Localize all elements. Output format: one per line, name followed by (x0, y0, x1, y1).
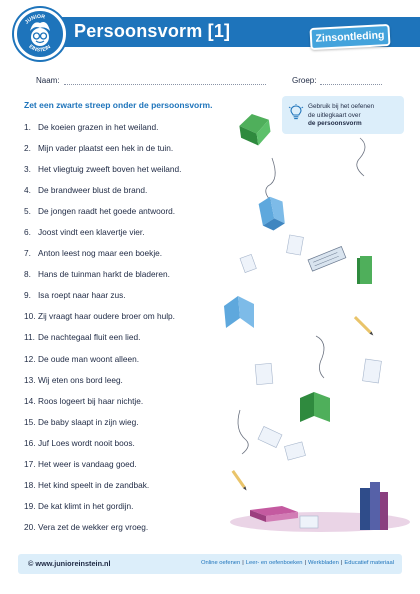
sentence-number: 10. (24, 311, 36, 322)
junior-einstein-logo (14, 8, 66, 60)
copyright-icon: © (28, 559, 36, 568)
green-book-icon (357, 256, 372, 284)
green-book-icon (300, 392, 330, 422)
sentence-number: 5. (24, 206, 31, 217)
sentence-number: 6. (24, 227, 31, 238)
svg-text:EINSTEIN: EINSTEIN (27, 43, 52, 54)
paper-sheet (255, 363, 273, 384)
group-field[interactable] (320, 84, 382, 85)
motion-line (357, 138, 365, 176)
paper-sheet (287, 235, 304, 255)
paper-sheet (258, 426, 282, 447)
sentence-text: Juf Loes wordt nooit boos. (38, 437, 135, 448)
green-book-icon (238, 112, 272, 148)
sentence-number: 13. (24, 374, 36, 385)
footer-link-leer-en-oefenboeken[interactable]: Leer- en oefenboeken (245, 560, 303, 566)
sentence-number: 1. (24, 122, 31, 132)
category-badge: Zinsontleding (309, 24, 390, 50)
sentence-number: 16. (24, 437, 36, 448)
sentence-number: 7. (24, 248, 31, 259)
sentence-text: Wij eten ons bord leeg. (38, 374, 123, 385)
header (0, 0, 420, 56)
paper-sheet (300, 516, 318, 528)
paper-sheet (363, 359, 382, 383)
sentence-number: 19. (24, 500, 36, 511)
sentence-number: 8. (24, 269, 31, 280)
sentence-text: De baby slaapt in zijn wieg. (38, 416, 139, 427)
footer-links: Online oefenen | Leer- en oefenboeken | Werkbladen | Educatief materiaal (200, 560, 394, 566)
motion-line (266, 158, 275, 202)
tip-line-1: Gebruik bij het oefenen (308, 103, 375, 110)
sentence-number: 3. (24, 164, 31, 175)
sentence-number: 11. (24, 332, 35, 343)
sentence-text: Zij vraagt haar oudere broer om hulp. (38, 311, 175, 322)
sentence-number: 18. (24, 479, 36, 490)
sentence-number: 12. (24, 353, 36, 364)
page-title: Persoonsvorm [1] (74, 21, 231, 41)
sentence-number: 20. (24, 521, 36, 532)
sentence-text: De brandweer blust de brand. (38, 185, 148, 196)
tip-line-strong: de persoonsvorm (308, 120, 362, 128)
sentence-number: 17. (24, 458, 36, 469)
pencil-icon (232, 470, 248, 491)
pencil-icon (354, 316, 375, 337)
sentence-text: De jongen raadt het goede antwoord. (38, 206, 175, 217)
flying-books-illustration (210, 110, 410, 540)
group-label: Groep: (292, 76, 317, 85)
sentence-number: 14. (24, 395, 36, 406)
sentence-text: Het weer is vandaag goed. (38, 458, 137, 469)
footer-link-online-oefenen[interactable]: Online oefenen (200, 560, 241, 566)
motion-line (238, 410, 248, 454)
paper-sheet (240, 254, 256, 272)
footer-link-educatief-materiaal[interactable]: Educatief materiaal (344, 560, 394, 566)
blue-book-icon (224, 296, 254, 328)
sentence-text: Isa roept naar haar zus. (38, 290, 126, 301)
blue-book-icon (258, 195, 285, 231)
sentence-text: De koeien grazen in het weiland. (38, 122, 159, 132)
sentence-text: Vera zet de wekker erg vroeg. (38, 521, 149, 532)
notebook-icon (308, 247, 346, 272)
sentence-text: Roos logeert bij haar nichtje. (38, 395, 144, 406)
sentence-number: 15. (24, 416, 36, 427)
sentence-number: 4. (24, 185, 31, 196)
sentence-text: Joost vindt een klavertje vier. (38, 227, 145, 238)
sentence-text: Het vliegtuig zweeft boven het weiland. (38, 164, 182, 175)
sentence-text: Anton leest nog maar een boekje. (38, 248, 163, 259)
sentence-text: De kat klimt in het gordijn. (38, 500, 134, 511)
footer-url[interactable]: www.junioreinstein.nl (35, 559, 111, 568)
tip-line-2: de uitlegkaart over (308, 111, 361, 119)
footer-link-werkbladen[interactable]: Werkbladen (308, 560, 339, 566)
sentence-text: Hans de tuinman harkt de bladeren. (38, 269, 170, 280)
sentence-text: Mijn vader plaatst een hek in de tuin. (38, 143, 174, 154)
motion-line (316, 336, 324, 378)
svg-text:JUNIOR: JUNIOR (24, 13, 46, 26)
sentence-number: 9. (24, 290, 31, 301)
instruction-text: Zet een zwarte streep onder de persoonsvorm. (24, 100, 213, 110)
paper-sheet (284, 442, 305, 460)
name-field[interactable] (64, 84, 266, 85)
sentence-text: De nachtegaal fluit een lied. (38, 332, 141, 343)
footer (18, 554, 402, 574)
sentence-text: De oude man woont alleen. (38, 353, 140, 364)
sentence-number: 2. (24, 143, 31, 154)
name-label: Naam: (36, 76, 60, 85)
book-stack-icon (360, 482, 388, 530)
sentence-text: Het kind speelt in de zandbak. (38, 479, 150, 490)
